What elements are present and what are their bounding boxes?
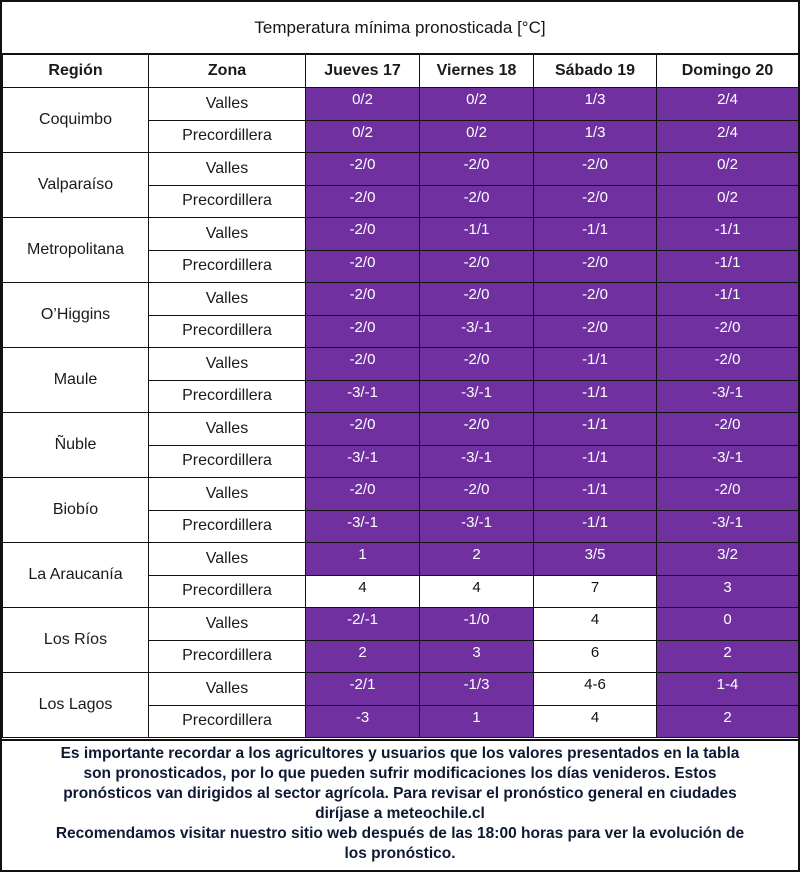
header-day-2: Viernes 18	[420, 54, 534, 88]
forecast-value-cell: -2/0	[420, 185, 534, 218]
forecast-value-cell: -1/1	[534, 445, 657, 478]
forecast-value-cell: -2/0	[657, 478, 799, 511]
forecast-value-cell: -3/-1	[657, 445, 799, 478]
region-name: Metropolitana	[3, 218, 149, 283]
zone-name: Precordillera	[149, 250, 306, 283]
footer-line: los pronóstico.	[344, 845, 456, 862]
table-row	[3, 608, 799, 641]
zone-name: Valles	[149, 673, 306, 706]
zone-name: Precordillera	[149, 120, 306, 153]
region-name: Maule	[3, 348, 149, 413]
forecast-value-cell: -3/-1	[420, 315, 534, 348]
forecast-value-cell: 3	[420, 640, 534, 673]
region-name: Coquimbo	[3, 88, 149, 153]
table-body	[3, 88, 799, 738]
forecast-value-cell: 4	[420, 575, 534, 608]
zone-name: Valles	[149, 608, 306, 641]
table-row	[3, 413, 799, 446]
forecast-table	[2, 53, 799, 738]
footer-line: pronósticos van dirigidos al sector agrícola. Para revisar el pronóstico general en ciudades	[63, 785, 737, 802]
header-day-3: Sábado 19	[534, 54, 657, 88]
forecast-value-cell: -2/1	[306, 673, 420, 706]
zone-name: Valles	[149, 413, 306, 446]
forecast-value-cell: 0/2	[657, 185, 799, 218]
forecast-value-cell: -2/0	[306, 413, 420, 446]
footer-line: diríjase a meteochile.cl	[315, 805, 485, 822]
forecast-value-cell: -2/0	[534, 315, 657, 348]
forecast-value-cell: 1	[420, 705, 534, 738]
footer-line: Recomendamos visitar nuestro sitio web después de las 18:00 horas para ver la evolución de	[55, 825, 745, 842]
forecast-value-cell: -1/1	[534, 478, 657, 511]
forecast-value-cell: -2/0	[306, 315, 420, 348]
forecast-value-cell: -2/0	[534, 250, 657, 283]
region-name: Valparaíso	[3, 153, 149, 218]
zone-name: Valles	[149, 153, 306, 186]
forecast-value-cell: -3/-1	[420, 510, 534, 543]
forecast-value-cell: 2	[420, 543, 534, 576]
header-day-1: Jueves 17	[306, 54, 420, 88]
forecast-value-cell: 3/5	[534, 543, 657, 576]
forecast-value-cell: 0	[657, 608, 799, 641]
zone-name: Precordillera	[149, 575, 306, 608]
table-row	[3, 673, 799, 706]
footer-note	[2, 739, 798, 870]
region-name: O’Higgins	[3, 283, 149, 348]
header-day-4: Domingo 20	[657, 54, 799, 88]
region-name: La Araucanía	[3, 543, 149, 608]
forecast-value-cell: -1/1	[420, 218, 534, 251]
forecast-value-cell: -2/0	[306, 250, 420, 283]
footer-line: son pronosticados, por lo que pueden sufrir modificaciones los días venideros. Estos	[83, 765, 717, 782]
forecast-value-cell: 0/2	[306, 88, 420, 121]
header-zona: Zona	[149, 54, 306, 88]
forecast-value-cell: 1/3	[534, 120, 657, 153]
forecast-value-cell: -3/-1	[420, 380, 534, 413]
forecast-value-cell: -2/0	[420, 478, 534, 511]
forecast-value-cell: 4-6	[534, 673, 657, 706]
forecast-value-cell: 0/2	[420, 88, 534, 121]
forecast-value-cell: 2	[657, 705, 799, 738]
zone-name: Valles	[149, 543, 306, 576]
forecast-value-cell: -2/0	[657, 348, 799, 381]
forecast-value-cell: -2/-1	[306, 608, 420, 641]
forecast-value-cell: -1/1	[657, 283, 799, 316]
forecast-value-cell: 1	[306, 543, 420, 576]
table-row	[3, 543, 799, 576]
forecast-value-cell: -3	[306, 705, 420, 738]
zone-name: Valles	[149, 283, 306, 316]
forecast-value-cell: -2/0	[306, 348, 420, 381]
forecast-value-cell: 4	[534, 608, 657, 641]
forecast-value-cell: 6	[534, 640, 657, 673]
forecast-value-cell: -2/0	[420, 413, 534, 446]
forecast-value-cell: -2/0	[420, 348, 534, 381]
table-row	[3, 348, 799, 381]
forecast-value-cell: -2/0	[420, 153, 534, 186]
forecast-value-cell: 1/3	[534, 88, 657, 121]
table-title: Temperatura mínima pronosticada [°C]	[2, 2, 798, 55]
zone-name: Precordillera	[149, 380, 306, 413]
region-name: Ñuble	[3, 413, 149, 478]
zone-name: Precordillera	[149, 185, 306, 218]
zone-name: Valles	[149, 218, 306, 251]
forecast-value-cell: 3/2	[657, 543, 799, 576]
zone-name: Valles	[149, 478, 306, 511]
forecast-value-cell: -2/0	[306, 478, 420, 511]
forecast-value-cell: -2/0	[306, 283, 420, 316]
forecast-value-cell: 0/2	[657, 153, 799, 186]
forecast-value-cell: -3/-1	[657, 510, 799, 543]
forecast-value-cell: -3/-1	[657, 380, 799, 413]
region-name: Los Ríos	[3, 608, 149, 673]
forecast-value-cell: -1/1	[657, 250, 799, 283]
zone-name: Valles	[149, 88, 306, 121]
table-row	[3, 478, 799, 511]
zone-name: Precordillera	[149, 445, 306, 478]
forecast-value-cell: -1/1	[534, 510, 657, 543]
forecast-value-cell: -2/0	[534, 283, 657, 316]
forecast-value-cell: -2/0	[420, 250, 534, 283]
forecast-value-cell: -2/0	[657, 413, 799, 446]
zone-name: Precordillera	[149, 640, 306, 673]
forecast-value-cell: -2/0	[306, 153, 420, 186]
forecast-value-cell: -1/1	[534, 218, 657, 251]
forecast-value-cell: 2	[657, 640, 799, 673]
forecast-value-cell: 3	[657, 575, 799, 608]
forecast-value-cell: 2	[306, 640, 420, 673]
forecast-value-cell: 0/2	[420, 120, 534, 153]
forecast-value-cell: -1/3	[420, 673, 534, 706]
forecast-value-cell: 7	[534, 575, 657, 608]
forecast-value-cell: 0/2	[306, 120, 420, 153]
forecast-value-cell: -2/0	[534, 185, 657, 218]
header-region: Región	[3, 54, 149, 88]
forecast-value-cell: -1/1	[657, 218, 799, 251]
zone-name: Valles	[149, 348, 306, 381]
forecast-value-cell: -3/-1	[306, 445, 420, 478]
forecast-value-cell: 2/4	[657, 120, 799, 153]
footer-line: Es importante recordar a los agricultores y usuarios que los valores presentados en la tabla	[60, 745, 740, 762]
header-row	[3, 54, 799, 88]
forecast-value-cell: 4	[534, 705, 657, 738]
forecast-value-cell: 2/4	[657, 88, 799, 121]
zone-name: Precordillera	[149, 510, 306, 543]
zone-name: Precordillera	[149, 705, 306, 738]
forecast-value-cell: -2/0	[657, 315, 799, 348]
forecast-value-cell: -3/-1	[306, 380, 420, 413]
forecast-value-cell: -1/1	[534, 380, 657, 413]
forecast-value-cell: -2/0	[420, 283, 534, 316]
forecast-value-cell: 4	[306, 575, 420, 608]
forecast-value-cell: -1/1	[534, 413, 657, 446]
forecast-value-cell: -2/0	[306, 218, 420, 251]
forecast-value-cell: -3/-1	[306, 510, 420, 543]
forecast-value-cell: -3/-1	[420, 445, 534, 478]
forecast-value-cell: -1/0	[420, 608, 534, 641]
region-name: Biobío	[3, 478, 149, 543]
table-row	[3, 88, 799, 121]
forecast-value-cell: -2/0	[306, 185, 420, 218]
table-row	[3, 153, 799, 186]
table-row	[3, 218, 799, 251]
forecast-value-cell: -1/1	[534, 348, 657, 381]
forecast-value-cell: -2/0	[534, 153, 657, 186]
table-row	[3, 283, 799, 316]
zone-name: Precordillera	[149, 315, 306, 348]
region-name: Los Lagos	[3, 673, 149, 738]
forecast-value-cell: 1-4	[657, 673, 799, 706]
